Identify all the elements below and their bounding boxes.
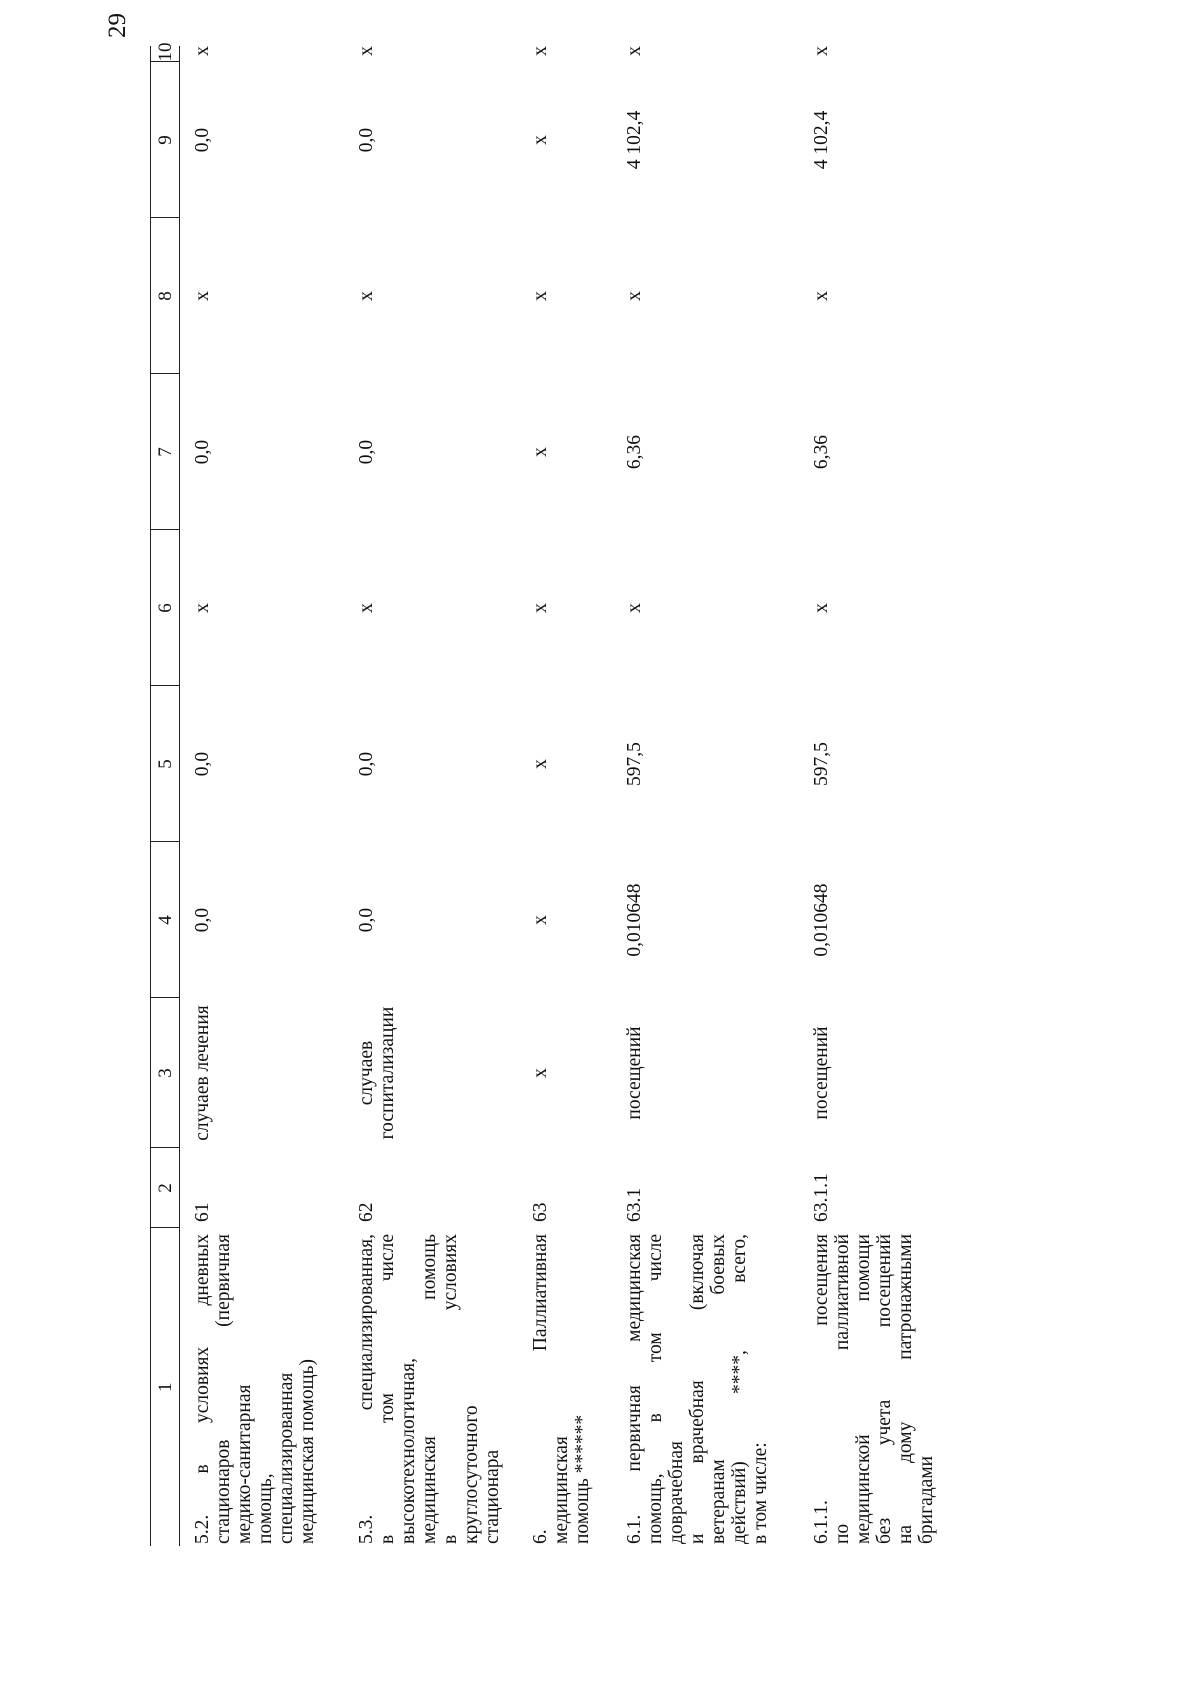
row-name-line: медицинская: [551, 1436, 572, 1544]
cell-col-8: x: [810, 291, 832, 301]
cell-col-4: x: [530, 915, 551, 925]
row-name-line: по паллиативной: [832, 1234, 853, 1544]
cell-col-5: 597,5: [624, 742, 645, 786]
table-row: [518, 46, 612, 1546]
row-name-line: помощь ******: [572, 1414, 593, 1544]
cell-col-9: 4 102,4: [811, 110, 832, 170]
row-name-line: в условиях: [440, 1234, 461, 1544]
row-name-line: ветеранам боевых: [708, 1234, 729, 1544]
row-name-line: помощь,: [255, 1473, 276, 1544]
cell-col-9: 0,0: [356, 127, 377, 153]
data-table-rotated: [150, 42, 1070, 1546]
row-name: [344, 1228, 518, 1546]
row-name-line: 6.1.1. посещения: [811, 1234, 832, 1544]
cell-col-7: 6,36: [811, 434, 832, 470]
table-row: [344, 46, 518, 1546]
cell-col-8: x: [529, 291, 551, 301]
row-name-line: высокотехнологичная,: [398, 1358, 419, 1544]
table-row: [612, 46, 799, 1546]
cell-col-8: x: [355, 291, 377, 301]
row-name: [799, 1228, 961, 1546]
cell-col-6: x: [355, 603, 377, 613]
row-name-line: на дому патронажными: [895, 1234, 916, 1544]
row-unit: случаев госпитализации: [356, 1006, 398, 1140]
row-name-line: медицинской помощи: [853, 1234, 874, 1544]
table-row: [799, 46, 961, 1546]
page-number: 29: [104, 13, 131, 38]
header-row: [151, 46, 180, 1546]
column-header: 3: [151, 998, 180, 1148]
row-code: 61: [192, 1202, 213, 1222]
row-name-line: бригадами: [916, 1455, 937, 1544]
row-name-line: медико-санитарная: [234, 1384, 255, 1544]
cell-col-7: 0,0: [192, 439, 213, 465]
row-unit: случаев лечения: [192, 1005, 213, 1141]
cell-col-6: x: [191, 603, 213, 613]
cell-col-10: x: [191, 46, 213, 56]
cell-col-10: x: [529, 46, 551, 56]
row-name-line: 6. Паллиативная: [530, 1234, 551, 1544]
row-name-line: 5.3. специализированная,: [356, 1234, 377, 1544]
column-header: 9: [151, 62, 180, 218]
cell-col-6: x: [623, 603, 645, 613]
row-unit: посещений: [624, 1026, 645, 1120]
data-table: [150, 42, 961, 1546]
column-header: 1: [151, 1228, 180, 1546]
cell-col-7: 6,36: [624, 434, 645, 470]
cell-col-4: 0,0: [192, 907, 213, 933]
column-header: 10: [151, 46, 180, 62]
cell-col-6: x: [810, 603, 832, 613]
column-header: 4: [151, 842, 180, 998]
row-name-line: специализированная: [276, 1372, 297, 1544]
cell-col-5: 0,0: [192, 751, 213, 777]
table-row: [180, 46, 345, 1546]
cell-col-9: 0,0: [192, 127, 213, 153]
cell-col-5: 0,0: [356, 751, 377, 777]
cell-col-7: x: [530, 447, 551, 457]
column-header: 8: [151, 218, 180, 374]
row-name-line: медицинская помощь): [297, 1358, 318, 1544]
cell-col-5: 597,5: [811, 742, 832, 786]
row-unit: посещений: [811, 1026, 832, 1120]
row-name-line: медицинская помощь: [419, 1234, 440, 1544]
row-name: [180, 1228, 345, 1546]
cell-col-10: x: [810, 46, 832, 56]
column-header: 5: [151, 686, 180, 842]
column-header: 7: [151, 374, 180, 530]
cell-col-4: 0,0: [356, 907, 377, 933]
row-name-line: в том числе: [377, 1234, 398, 1544]
row-name-line: помощь, в том числе: [645, 1234, 666, 1544]
column-header: 2: [151, 1148, 180, 1228]
column-header: 6: [151, 530, 180, 686]
cell-col-9: x: [530, 135, 551, 145]
cell-col-10: x: [623, 46, 645, 56]
row-name-line: 5.2. в условиях дневных: [192, 1234, 213, 1544]
row-name-line: доврачебная: [666, 1441, 687, 1544]
cell-col-6: x: [529, 603, 551, 613]
row-name: [518, 1228, 612, 1546]
row-code: 62: [356, 1202, 377, 1222]
row-name-line: без учета посещений: [874, 1234, 895, 1544]
row-code: 63.1.1: [811, 1173, 832, 1222]
row-code: 63.1: [624, 1187, 645, 1222]
cell-col-5: x: [530, 759, 551, 769]
row-name-line: в том числе:: [750, 1442, 771, 1544]
cell-col-8: x: [191, 291, 213, 301]
row-name-line: круглосуточного: [461, 1405, 482, 1544]
row-name-line: действий) ****, всего,: [729, 1234, 750, 1544]
cell-col-9: 4 102,4: [624, 110, 645, 170]
cell-col-7: 0,0: [356, 439, 377, 465]
row-name-line: и врачебная (включая: [687, 1234, 708, 1544]
row-unit: x: [530, 1068, 551, 1078]
cell-col-10: x: [355, 46, 377, 56]
row-name: [612, 1228, 799, 1546]
cell-col-4: 0,010648: [811, 883, 832, 957]
row-name-line: 6.1. первичная медицинская: [624, 1234, 645, 1544]
cell-col-4: 0,010648: [624, 883, 645, 957]
cell-col-8: x: [623, 291, 645, 301]
row-name-line: стационаров (первичная: [213, 1234, 234, 1544]
row-code: 63: [530, 1202, 551, 1222]
row-name-line: стационара: [482, 1449, 503, 1544]
